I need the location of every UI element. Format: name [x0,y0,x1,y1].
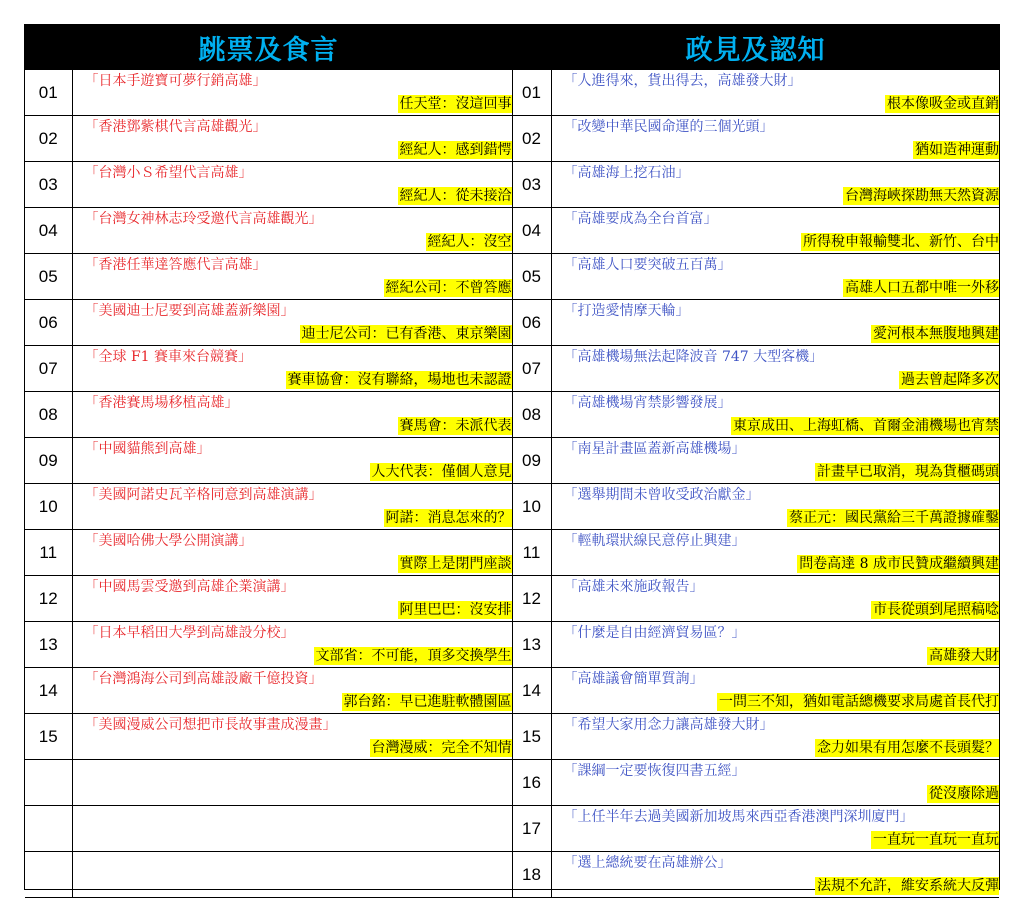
left-row-number: 08 [25,392,72,438]
left-row-content [72,392,512,438]
right-row-content [551,392,999,438]
left-row-number [25,852,72,898]
table-row [25,300,999,346]
right-fact-check-highlight: 高雄發大財 [929,648,999,664]
left-row-content [72,70,512,116]
left-claim-text: 「日本早稻田大學到高雄設分校」 [84,625,295,641]
left-row-content [72,254,512,300]
left-row-content [72,530,512,576]
right-row-content [551,714,999,760]
right-fact-check-highlight: 台灣海峽探勘無天然資源 [845,188,999,204]
right-row-content [551,668,999,714]
left-claim-text: 「日本手遊寶可夢行銷高雄」 [84,73,267,89]
table-row [25,760,999,806]
right-fact-check-highlight: 法規不允許，維安系統大反彈 [817,878,999,894]
left-fact-check-highlight: 任天堂：沒這回事 [399,96,512,112]
right-claim-text: 「人進得來，貨出得去，高雄發大財」 [563,73,802,89]
right-row-number: 08 [512,392,551,438]
left-claim-text: 「台灣女神林志玲受邀代言高雄觀光」 [84,211,323,227]
left-fact-check-highlight: 賽馬會：未派代表 [399,418,512,434]
left-row-number: 06 [25,300,72,346]
left-row-number: 12 [25,576,72,622]
right-claim-text: 「南星計畫區蓋新高雄機場」 [563,441,746,457]
table-row [25,70,999,116]
right-row-content [551,806,999,852]
right-fact-check-highlight: 高雄人口五都中唯一外移 [845,280,999,296]
table-row [25,714,999,760]
left-row-content [72,576,512,622]
right-row-content [551,576,999,622]
table-row [25,622,999,668]
left-row-number: 04 [25,208,72,254]
left-row-number: 09 [25,438,72,484]
left-column-title: 跳票及食言 [198,35,339,66]
table-row [25,438,999,484]
right-row-number: 12 [512,576,551,622]
right-row-content [551,208,999,254]
right-row-content [551,162,999,208]
table-row [25,392,999,438]
right-row-content [551,852,999,898]
right-row-number: 16 [512,760,551,806]
left-claim-text: 「台灣鴻海公司到高雄設廠千億投資」 [84,671,323,687]
left-row-number: 01 [25,70,72,116]
table-row [25,806,999,852]
table-row [25,530,999,576]
left-fact-check-highlight: 經紀人：從未接洽 [399,188,512,204]
left-row-number: 15 [25,714,72,760]
left-row-content [72,852,512,898]
left-claim-text: 「香港鄧紫棋代言高雄觀光」 [84,119,267,135]
left-claim-text: 「中國馬雲受邀到高雄企業演講」 [84,579,295,595]
left-fact-check-highlight: 阿里巴巴：沒安排 [399,602,512,618]
right-fact-check-highlight: 從沒廢除過 [929,786,999,802]
table-row [25,116,999,162]
right-row-content [551,116,999,162]
right-row-number: 17 [512,806,551,852]
left-row-content [72,208,512,254]
right-fact-check-highlight: 一問三不知，猶如電話總機要求局處首長代打 [719,694,999,710]
right-claim-text: 「高雄機場無法起降波音 747 大型客機」 [563,349,824,365]
right-row-number: 03 [512,162,551,208]
right-row-number: 14 [512,668,551,714]
left-row-number: 03 [25,162,72,208]
right-row-content [551,300,999,346]
right-fact-check-highlight: 念力如果有用怎麼不長頭髮？ [817,740,999,756]
left-row-content [72,622,512,668]
right-row-content [551,254,999,300]
left-fact-check-highlight: 阿諾：消息怎來的？ [385,510,512,526]
left-claim-text: 「美國漫威公司想把市長故事畫成漫畫」 [84,717,337,733]
left-fact-check-highlight: 迪士尼公司：已有香港、東京樂園 [301,326,512,342]
left-row-content [72,668,512,714]
left-row-content [72,714,512,760]
right-row-number: 11 [512,530,551,576]
right-row-number: 18 [512,852,551,898]
right-fact-check-highlight: 過去曾起降多次 [901,372,999,388]
left-row-number: 10 [25,484,72,530]
right-fact-check-highlight: 愛河根本無腹地興建 [873,326,999,342]
left-claim-text: 「美國阿諾史瓦辛格同意到高雄演講」 [84,487,323,503]
right-claim-text: 「選舉期間未曾收受政治獻金」 [563,487,760,503]
right-fact-check-highlight: 市長從頭到尾照稿唸 [873,602,999,618]
left-fact-check-highlight: 經紀公司：不曾答應 [385,280,512,296]
right-row-number: 01 [512,70,551,116]
left-claim-text: 「美國迪士尼要到高雄蓋新樂園」 [84,303,295,319]
left-fact-check-highlight: 實際上是閉門座談 [399,556,512,572]
table-row [25,208,999,254]
left-fact-check-highlight: 台灣漫威：完全不知情 [371,740,512,756]
right-claim-text: 「高雄人口要突破五百萬」 [563,257,732,273]
right-claim-text: 「高雄要成為全台首富」 [563,211,718,227]
right-row-content [551,70,999,116]
right-claim-text: 「什麼是自由經濟貿易區？」 [563,625,746,641]
left-row-number: 14 [25,668,72,714]
left-row-content [72,116,512,162]
right-fact-check-highlight: 所得稅申報輸雙北、新竹、台中 [803,234,999,250]
right-row-number: 04 [512,208,551,254]
right-claim-text: 「高雄海上挖石油」 [563,165,690,181]
left-row-number: 07 [25,346,72,392]
comparison-sheet [24,24,1000,894]
left-claim-text: 「香港賽馬場移植高雄」 [84,395,239,411]
right-row-content [551,346,999,392]
left-fact-check-highlight: 賽車協會：沒有聯絡，場地也未認證 [287,372,512,388]
table-row [25,576,999,622]
right-row-number: 02 [512,116,551,162]
right-fact-check-highlight: 根本像吸金或直銷 [887,96,999,112]
right-claim-text: 「高雄機場宵禁影響發展」 [563,395,732,411]
table-row [25,852,999,898]
left-fact-check-highlight: 郭台銘：早已進駐軟體園區 [343,694,512,710]
right-fact-check-highlight: 東京成田、上海虹橋、首爾金浦機場也宵禁 [733,418,999,434]
right-row-content [551,530,999,576]
left-row-number [25,806,72,852]
right-claim-text: 「高雄議會簡單質詢」 [563,671,704,687]
right-claim-text: 「輕軌環狀線民意停止興建」 [563,533,746,549]
left-row-content [72,438,512,484]
right-claim-text: 「課綱一定要恢復四書五經」 [563,763,746,779]
left-row-number [25,760,72,806]
left-claim-text: 「美國哈佛大學公開演講」 [84,533,253,549]
right-claim-text: 「上任半年去過美國新加坡馬來西亞香港澳門深圳廈門」 [563,809,914,825]
table-row [25,484,999,530]
right-claim-text: 「打造愛情摩天輪」 [563,303,690,319]
right-fact-check-highlight: 計畫早已取消，現為貨櫃碼頭 [817,464,999,480]
left-claim-text: 「香港任華達答應代言高雄」 [84,257,267,273]
right-row-number: 10 [512,484,551,530]
left-row-content [72,346,512,392]
table-row [25,254,999,300]
right-column-title: 政見及認知 [685,35,826,66]
right-fact-check-highlight: 猶如造神運動 [915,142,999,158]
header-bar [25,25,999,70]
table-row [25,668,999,714]
table-row [25,346,999,392]
right-claim-text: 「希望大家用念力讓高雄發大財」 [563,717,774,733]
table-row [25,162,999,208]
right-claim-text: 「高雄未來施政報告」 [563,579,704,595]
right-row-content [551,438,999,484]
right-row-number: 15 [512,714,551,760]
left-row-content [72,300,512,346]
left-row-content [72,162,512,208]
right-row-number: 09 [512,438,551,484]
right-row-number: 06 [512,300,551,346]
left-row-number: 05 [25,254,72,300]
right-row-content [551,484,999,530]
right-claim-text: 「改變中華民國命運的三個光頭」 [563,119,774,135]
left-fact-check-highlight: 文部省：不可能，頂多交換學生 [315,648,512,664]
comparison-table [25,70,999,898]
right-row-content [551,622,999,668]
left-row-number: 13 [25,622,72,668]
right-row-number: 07 [512,346,551,392]
right-fact-check-highlight: 問卷高達 8 成市民贊成繼續興建 [799,556,999,572]
left-row-number: 02 [25,116,72,162]
left-row-content [72,484,512,530]
left-row-content [72,760,512,806]
right-row-number: 05 [512,254,551,300]
left-claim-text: 「中國貓熊到高雄」 [84,441,211,457]
left-row-content [72,806,512,852]
left-fact-check-highlight: 人大代表：僅個人意見 [371,464,512,480]
right-row-content [551,760,999,806]
right-fact-check-highlight: 一直玩一直玩一直玩 [873,832,999,848]
left-fact-check-highlight: 經紀人：感到錯愕 [399,142,512,158]
right-row-number: 13 [512,622,551,668]
left-claim-text: 「台灣小Ｓ希望代言高雄」 [84,165,253,181]
left-claim-text: 「全球 F1 賽車來台競賽」 [84,349,253,365]
left-row-number: 11 [25,530,72,576]
left-fact-check-highlight: 經紀人：沒空 [427,234,512,250]
right-claim-text: 「選上總統要在高雄辦公」 [563,855,732,871]
right-fact-check-highlight: 蔡正元：國民黨給三千萬證據確鑿 [789,510,999,526]
